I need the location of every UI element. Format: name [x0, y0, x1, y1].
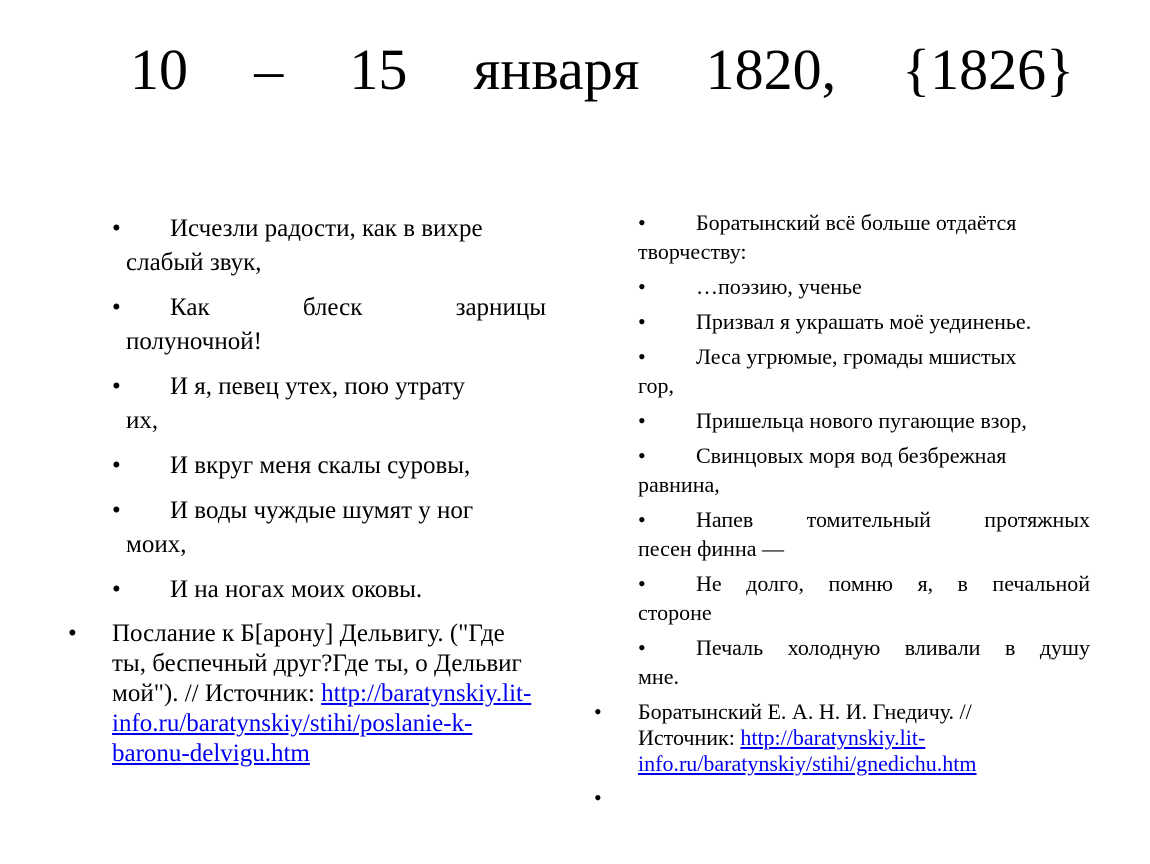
- title-part: 10: [130, 37, 188, 102]
- poem-line: • И я, певец утех, пою утрату их,: [112, 370, 546, 438]
- poem-line: • Леса угрюмые, громады мшистых гор,: [638, 344, 1017, 398]
- title-part: 1820,: [705, 37, 837, 102]
- bullet-icon: •: [638, 210, 646, 235]
- poem-line: • …поэзию, ученье: [638, 274, 862, 299]
- title-part: 15: [349, 37, 408, 102]
- poem-line: • Напев томительный протяжных песен финна —: [638, 507, 1090, 561]
- poem-line: • Не долго, помню я, в печальной стороне: [638, 571, 1090, 625]
- left-column: [68, 212, 546, 769]
- bullet-icon: •: [638, 507, 646, 532]
- poem-line: • Как блеск зарницы полуночной!: [112, 291, 546, 359]
- source-citation: [68, 619, 532, 769]
- bullet-icon: •: [594, 699, 602, 724]
- bullet-icon: •: [112, 576, 121, 603]
- bullet-icon: •: [638, 309, 646, 334]
- poem-line: • Боратынский всё больше отдаётся творчеству:: [638, 210, 1017, 264]
- bullet-icon: •: [112, 294, 121, 321]
- bullet-icon: •: [112, 373, 121, 400]
- title-part: –: [254, 37, 284, 102]
- poem-line: • И вкруг меня скалы суровы,: [112, 449, 546, 483]
- bullet-icon: •: [638, 408, 646, 433]
- source-text: Боратынский Е. А. Н. И. Гнедичу. // Источник:: [638, 699, 972, 750]
- bullet-icon: •: [638, 635, 646, 660]
- right-column: [594, 208, 1090, 811]
- bullet-icon: •: [112, 497, 121, 524]
- slide-title: [130, 30, 1074, 110]
- source-text: Послание к Б[арону] Дельвигу. ("Где ты, беспечный друг?Где ты, о Дельвиг мой"). // Источник:: [112, 620, 522, 707]
- bullet-icon: •: [638, 274, 646, 299]
- poem-line: • Печаль холодную вливали в душу мне.: [638, 635, 1090, 689]
- poem-line: • Исчезли радости, как в вихре слабый звук,: [112, 212, 546, 280]
- source-link[interactable]: http://baratynskiy.lit-info.ru/baratynskiy/stihi/gnedichu.htm: [638, 725, 977, 776]
- poem-line: • Пришельца нового пугающие взор,: [638, 408, 1027, 433]
- source-link[interactable]: http://baratynskiy.lit-info.ru/baratynskiy/stihi/poslanie-k-baronu-delvigu.htm: [112, 680, 532, 767]
- title-part: {1826}: [902, 37, 1074, 102]
- title-part: января: [473, 37, 640, 102]
- poem-line: • Призвал я украшать моё уединенье.: [638, 309, 1032, 334]
- poem-line: • И на ногах моих оковы.: [112, 573, 546, 607]
- source-citation: [594, 699, 1058, 777]
- bullet-icon: •: [68, 620, 77, 647]
- bullet-icon: •: [112, 215, 121, 242]
- bullet-icon: •: [638, 344, 646, 369]
- bullet-icon: •: [638, 443, 646, 468]
- empty-bullet: [594, 785, 1090, 811]
- bullet-icon: •: [112, 452, 121, 479]
- bullet-icon: •: [594, 785, 602, 810]
- bullet-icon: •: [638, 571, 646, 596]
- poem-line: • Свинцовых моря вод безбрежная равнина,: [638, 443, 1007, 497]
- poem-line: • И воды чуждые шумят у ног моих,: [112, 494, 546, 562]
